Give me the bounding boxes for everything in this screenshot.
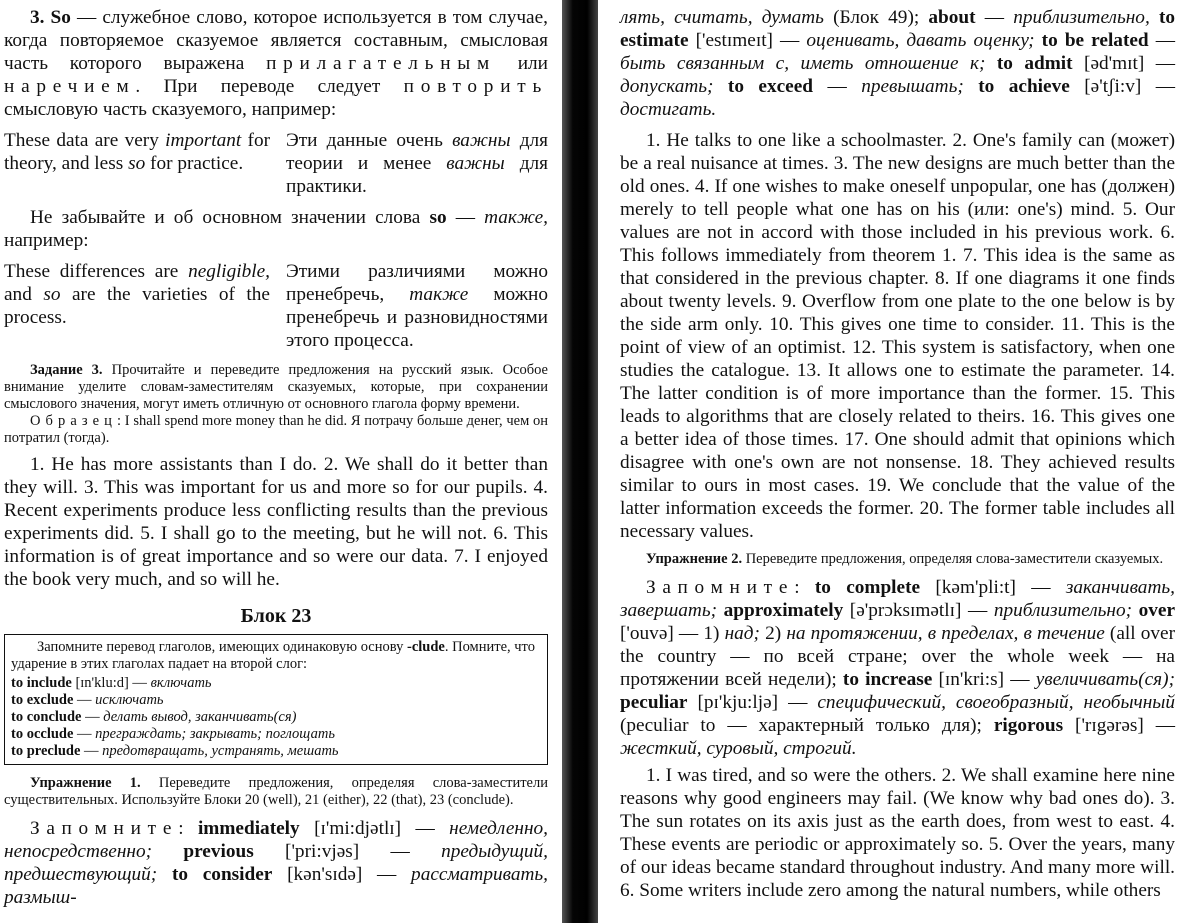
vocab-item: to include [ɪn'klu:d] — включать (11, 675, 212, 691)
exercise-1-sentences: 1. He talks to one like a schoolmaster. 2. One's family can (может) be a real nuisance at times. 3. The new designs are much better than the old ones. 4. If one wishes to make oneself unpopular, one has (должен) merely to tell people what one has on his (или: one's) mind. 5. Our values are not in accord with those included in his previous work. 6. This follows immediately from theorem 1. 7. This idea is the same as that considered in the previous chapter. 8. If one diagrams it one finds about twenty levels. 9. Overflow from one plate to the one below is by the side arm only. 10. This gives one time to consider. 11. This is the point of view of an optimist. 12. This system is satisfactory, when one studies the catalogue. 13. It allows one to estimate the parameter. 14. The latter condition is of more importance than the former. 15. This leads to algorithms that are closely related to theirs. 16. This gives one a better idea of those times. 17. One should admit that opinions which disagree with one's own are not nonsense. 18. They achieved results similar to ours in most cases. 19. We conclude that the value of the latter information exceeds the former. 20. The former table includes all necessary values. (620, 130, 1175, 542)
example-1-russian: Эти данные очень важны для теории и менее важны для практики. (286, 130, 548, 197)
vocab-item: to preclude — предотвращать, устранять, мешать (11, 743, 339, 759)
task-3-sentences: 1. He has more assistants than I do. 2. We shall do it better than they will. 3. This was important for us and more so for our pupils. 4. Recent experiments produce less conflicting results than the previous experiments did. 5. I shall go to the meeting, but he will not. 6. This information is of great importance and so were our data. 7. I enjoyed the book very much, and so will he. (4, 454, 548, 590)
memorize-continuation: лять, считать, думать (Блок 49); about — приблизительно, to estimate ['estɪmeɪt] — оценивать, давать оценку; to be related — быть связанным с, иметь отношение к; to admit [əd'mɪt] — допускать; to exceed — превышать; to achieve [ə'tʃi:v] — достигать. (620, 7, 1176, 120)
exercise-1-instructions: Упражнение 1. Переведите предложения, определяя слова-заместители существительных. Используйте Блоки 20 (well), 21 (either), 22 (that), 23 (conclude). (4, 775, 548, 808)
clude-vocab-list (11, 675, 541, 760)
example-2-russian: Этими различиями можно пренебречь, также можно пренебречь и разновидностями этого процесса. (286, 261, 548, 351)
clude-box-intro: Запомните перевод глаголов, имеющих одинаковую основу -clude. Помните, что ударение в этих глаголах падает на второй слог: (11, 639, 535, 672)
exercise-2-instructions: Упражнение 2. Переведите предложения, определяя слова-заместители сказуемых. (646, 551, 1164, 567)
memorize-paragraph-left: Запомните: immediately [ɪ'mi:djətlɪ] — немедленно, непосредственно; previous ['pri:vjəs] — предыдущий, предшествующий; to consider [kən'sɪdə] — рассматривать, размыш- (4, 818, 548, 908)
so-rule-number: 3. So (30, 7, 71, 28)
example-2-english: These differences are negligible, and so are the varieties of the process. (4, 261, 270, 328)
memorize-paragraph-right: Запомните: to complete [kəm'pli:t] — заканчивать, завершать; approximately [ə'prɔksɪmətlɪ] — приблизительно; over ['ouvə] — 1) над; 2) на протяжении, в пределах, в течение (all over the country — по всей стране; over the whole week — на протяжении всей недели); to increase [ɪn'kri:s] — увеличивать(ся); peculiar [pɪ'kju:ljə] — специфический, своеобразный, необычный (peculiar to — характерный только для); rigorous ['rɪgərəs] — жесткий, суровый, строгий. (620, 577, 1176, 759)
so-rule-paragraph: 3. So — служебное слово, которое используется в том случае, когда повторяемое сказуемое является составным, смысловая часть которого выражена прилагательным или наречием. При переводе следует повторить смысловую часть сказуемого, например: (4, 7, 548, 120)
vocab-item: to occlude — преграждать; закрывать; поглощать (11, 726, 335, 742)
clude-verbs-box (4, 634, 548, 765)
book-spine-shadow (562, 0, 598, 923)
so-meaning-paragraph: Не забывайте и об основном значении слова so — также, например: (4, 207, 549, 251)
task-3-instructions: Задание 3. Прочитайте и переведите предложения на русский язык. Особое внимание уделите словам-заместителям сказуемых, которые, при сохранении смыслового значения, могут иметь отличную от основного глагола форму времени. (4, 362, 548, 412)
example-1-english: These data are very important for theory, and less so for practice. (4, 130, 270, 174)
example-pair-1 (4, 129, 548, 198)
exercise-2-sentences: 1. I was tired, and so were the others. 2. We shall examine here nine reasons why good engineers may fail. (We know why bad ones do). 3. The sun rotates on its axis just as the earth does, from west to east. 4. These events are periodic or approximately so. 5. Over the years, many of our ideas became standard throughout industry. And many more will. 6. Some writers include zero among the natural numbers, while others (620, 765, 1175, 901)
right-page (598, 0, 1181, 923)
vocab-item: to conclude — делать вывод, заканчивать(ся) (11, 709, 297, 725)
vocab-item: to exclude — исключать (11, 692, 164, 708)
task-3-sample: Образец: I shall spend more money than he did. Я потрачу больше денег, чем он потратил (тогда). (4, 413, 548, 446)
block-23-title: Блок 23 (240, 605, 312, 627)
example-pair-2 (4, 260, 548, 352)
left-page (0, 0, 562, 923)
